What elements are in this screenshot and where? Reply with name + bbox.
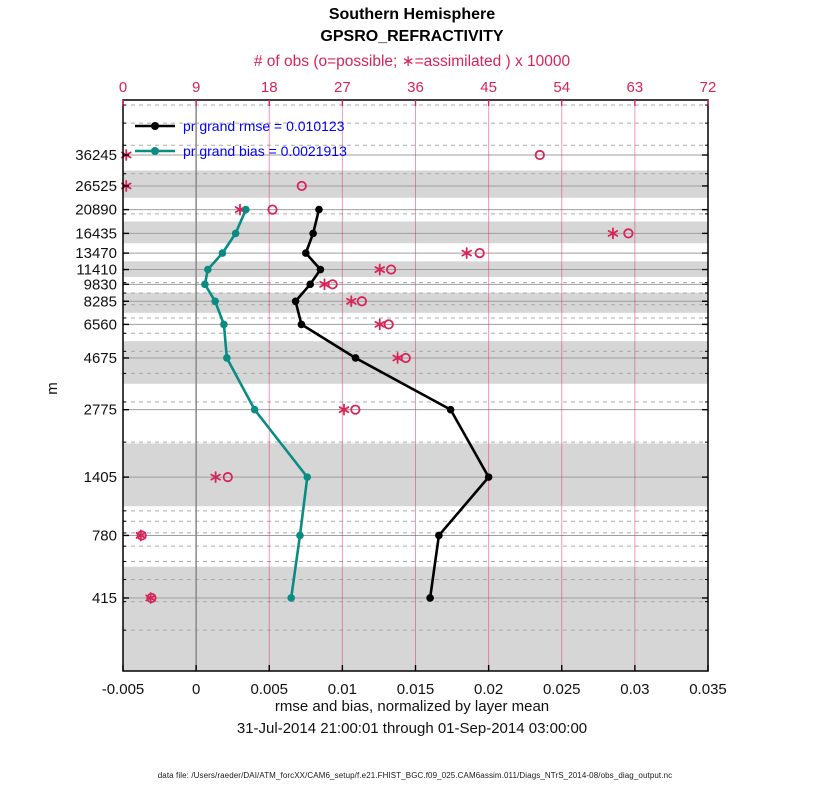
bias-series-point [220,321,228,329]
bias-series-point [219,249,227,257]
y-tick-label: 2775 [83,401,117,419]
y-tick-label: 1405 [83,469,117,487]
y-tick-label: 16435 [75,225,117,243]
x-tick-label: 0.015 [396,681,435,698]
rmse-series-point [306,281,314,289]
y-tick-label: 26525 [75,177,117,195]
bias-series-point [303,473,311,481]
rmse-series-point [298,321,306,329]
y-axis-label: m [43,382,61,395]
x-tick-label: 0.035 [689,681,727,698]
obs-tick-label: 45 [480,79,497,96]
x-tick-label: 0.025 [542,681,581,698]
legend-label-bias: pr grand bias = 0.0021913 [183,142,347,159]
obs-tick-label: 27 [334,79,351,96]
bias-line-sample [134,145,176,157]
rmse-series-point [317,266,325,274]
bias-series-point [251,406,259,414]
y-tick-label: 8285 [83,293,117,311]
bias-series-point [201,281,209,289]
y-tick-label: 4675 [83,349,117,367]
obs-axis-title: # of obs (o=possible; ∗=assimilated ) x 10000 [253,53,571,70]
obs-tick-label: 9 [191,79,201,96]
legend-label-rmse: pr grand rmse = 0.010123 [183,117,345,134]
y-tick-label: 9830 [83,276,117,294]
rmse-series-point [485,473,493,481]
x-tick-label: 0.03 [620,681,650,698]
bias-series-point [242,206,250,214]
rmse-series-point [435,532,443,540]
bias-series-point [232,230,240,238]
x-axis-label: rmse and bias, normalized by layer mean [274,698,550,715]
x-tick-label: 0 [191,681,201,698]
y-tick-label: 11410 [76,261,117,279]
y-tick-label: 20890 [75,201,117,219]
bias-series-point [287,594,295,602]
y-tick-label: 36245 [75,147,117,164]
obs-tick-label: 18 [260,79,278,96]
data-file-footer: data file: /Users/raeder/DAI/ATM_forcXX/CAM6_setup/f.e21.FHIST_BGC.f09_025.CAM6assim.011/Diags_NTrS_2014-08/obs_diag_output.nc [157,771,673,780]
obs-tick-label: 0 [118,79,128,96]
rmse-sample-dot [151,122,159,130]
bias-series-point [211,297,219,305]
x-tick-label: -0.005 [101,681,145,698]
rmse-series-point [292,297,300,305]
legend-item-bias [134,138,347,163]
rmse-series-point [447,406,455,414]
bias-sample-dot [151,147,159,155]
obs-tick-label: 72 [699,79,717,96]
y-tick-label: 13470 [75,245,117,263]
x-tick-label: 0.005 [250,681,289,698]
bias-series-point [223,354,231,362]
legend [134,113,347,163]
chart-title-line1: Southern Hemisphere [328,6,496,23]
legend-item-rmse [134,113,347,138]
rmse-series-point [315,206,323,214]
x-tick-label: 0.01 [327,681,357,698]
rmse-series-point [309,230,317,238]
obs-tick-label: 54 [553,79,571,96]
y-tick-label: 6560 [83,316,117,334]
date-range-label: 31-Jul-2014 21:00:01 through 01-Sep-2014 03:00:00 [236,720,588,737]
rmse-series-point [302,249,310,257]
obs-tick-label: 63 [626,79,644,96]
obs-tick-label: 36 [407,79,424,96]
y-tick-label: 415 [91,589,117,607]
chart-title-line2: GPSRO_REFRACTIVITY [320,28,504,45]
x-tick-label: 0.02 [474,681,504,698]
rmse-line-sample [134,120,176,132]
rmse-series-point [426,594,434,602]
bias-series-point [296,532,304,540]
y-tick-label: 780 [91,527,117,545]
rmse-series-point [352,354,360,362]
bias-series-point [204,266,212,274]
